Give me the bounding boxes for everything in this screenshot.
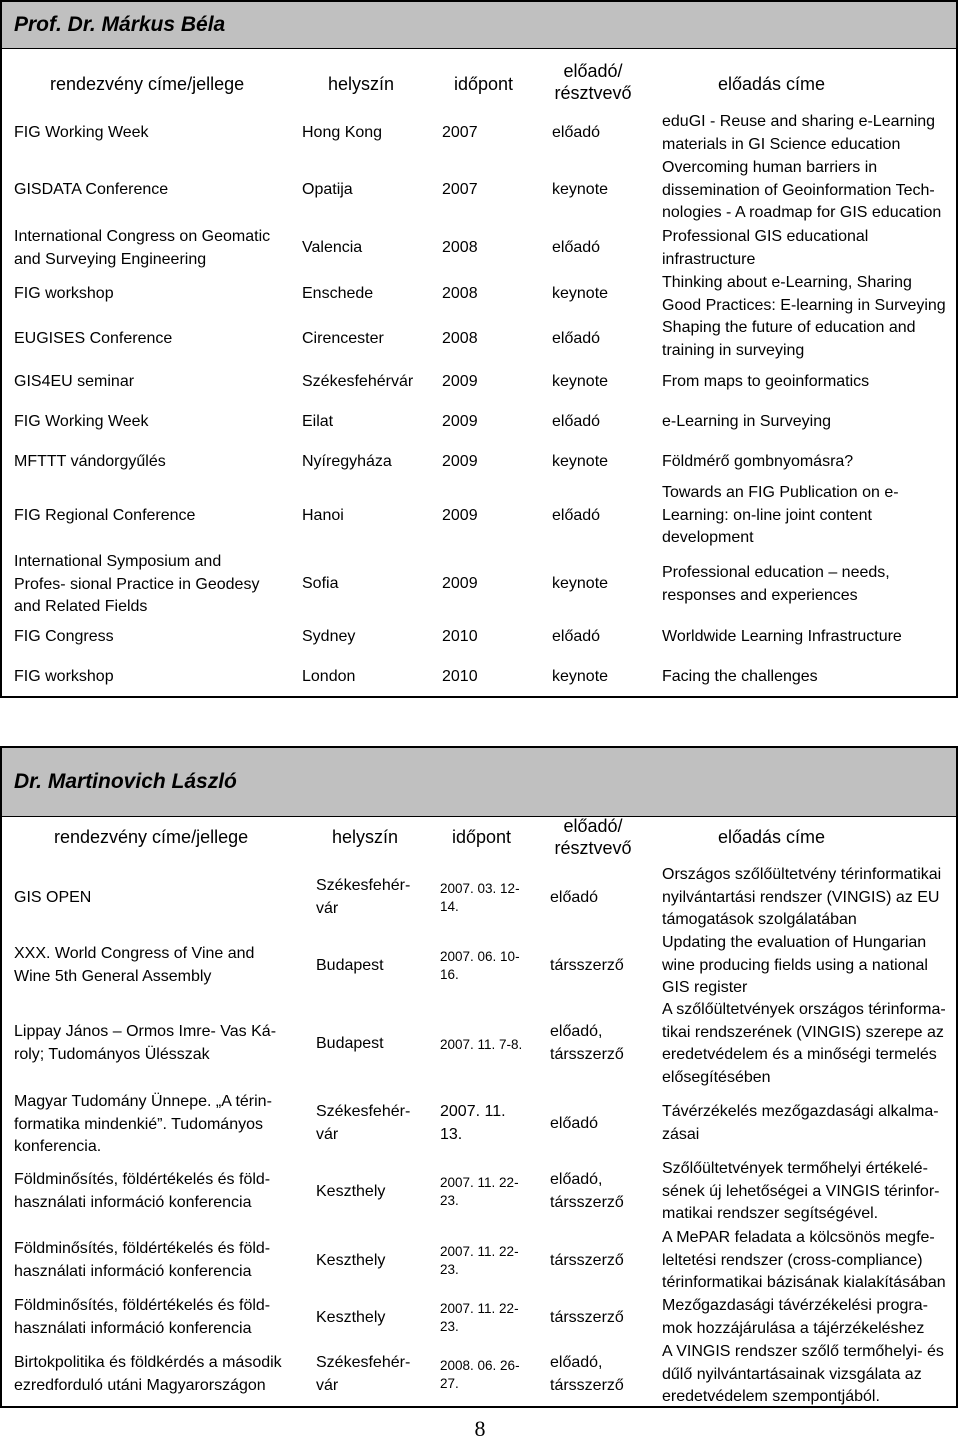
- row-date: 2009: [442, 575, 478, 592]
- row-date: 2009: [442, 453, 478, 470]
- row-venue: Nyíregyháza: [302, 453, 392, 470]
- row-date: 2008: [442, 285, 478, 302]
- row-role: keynote: [552, 373, 609, 390]
- row-role: előadó: [552, 413, 601, 430]
- row-role: keynote: [552, 453, 609, 470]
- header-event: rendezvény címe/jellege: [50, 74, 245, 94]
- speaker-table-1: [0, 0, 958, 698]
- row-role: előadó: [552, 628, 601, 645]
- row-event: FIG workshop: [14, 285, 114, 302]
- row-role: társszerző: [550, 1252, 624, 1269]
- row-talk: Worldwide Learning Infrastructure: [662, 628, 902, 645]
- row-role: keynote: [552, 668, 609, 685]
- row-venue: Opatija: [302, 181, 353, 198]
- row-role: előadó: [552, 330, 601, 347]
- row-role: előadó: [552, 507, 601, 524]
- speaker-name: Dr. Martinovich László: [14, 770, 237, 793]
- row-event: FIG workshop: [14, 668, 114, 685]
- header-role: előadó/ résztvevő: [554, 61, 632, 103]
- row-date: 2007. 06. 10- 16.: [440, 949, 520, 982]
- page-number: 8: [474, 1416, 486, 1441]
- row-venue: Sofia: [302, 575, 339, 592]
- row-event: Földminősítés, földértékelés és föld- használati információ konferencia: [14, 1240, 271, 1280]
- row-event: MFTTT vándorgyűlés: [14, 453, 166, 470]
- row-venue: Budapest: [316, 1035, 384, 1052]
- header-date: időpont: [454, 74, 514, 94]
- row-event: FIG Working Week: [14, 413, 149, 430]
- row-role: előadó: [550, 889, 599, 906]
- row-role: előadó, társszerző: [550, 1171, 624, 1211]
- row-venue: Székesfehér- vár: [316, 1354, 411, 1394]
- row-talk: Szőlőültetvények termőhelyi értékelé- sének új lehetőségei a VINGIS térinfor- matikai rendszer segítségével.: [662, 1160, 940, 1222]
- row-role: előadó, társszerző: [550, 1354, 624, 1394]
- speaker-name: Prof. Dr. Márkus Béla: [14, 13, 226, 36]
- row-venue: Eilat: [302, 413, 334, 430]
- row-event: Magyar Tudomány Ünnepe. „A térin- formatika mindenkié”. Tudományos konferencia.: [14, 1093, 272, 1155]
- row-event: XXX. World Congress of Vine and Wine 5th General Assembly: [14, 945, 255, 985]
- row-venue: Budapest: [316, 957, 384, 974]
- row-date: 2007. 11. 13.: [440, 1103, 506, 1143]
- row-venue: Székesfehérvár: [302, 373, 414, 390]
- row-date: 2007: [442, 124, 478, 141]
- row-event: International Congress on Geomatic and Surveying Engineering: [14, 228, 271, 268]
- row-talk: A MePAR feladata a kölcsönös megfe- leltetési rendszer (cross-compliance) térinformatikai bázisának kialakításában: [662, 1229, 946, 1291]
- row-venue: Keszthely: [316, 1183, 386, 1200]
- row-date: 2008: [442, 330, 478, 347]
- speaker-name-band: [2, 748, 956, 817]
- row-date: 2008. 06. 26- 27.: [440, 1358, 520, 1391]
- row-venue: Keszthely: [316, 1252, 386, 1269]
- row-venue: London: [302, 668, 356, 685]
- row-event: Lippay János – Ormos Imre- Vas Ká- roly; Tudományos Ülésszak: [14, 1023, 277, 1063]
- row-talk: e-Learning in Surveying: [662, 413, 831, 430]
- row-event: Földminősítés, földértékelés és föld- használati információ konferencia: [14, 1171, 271, 1211]
- row-talk: A VINGIS rendszer szőlő termőhelyi- és dűlő nyilvántartásainak vizsgálata az eredetvédelem szempontjából.: [662, 1343, 944, 1405]
- header-date: időpont: [452, 827, 512, 847]
- row-venue: Hong Kong: [302, 124, 383, 141]
- row-talk: Országos szőlőültetvény térinformatikai nyilvántartási rendszer (VINGIS) az EU támogatások szolgálatában: [662, 866, 942, 928]
- row-event: Birtokpolitika és földkérdés a második ezredforduló utáni Magyarországon: [14, 1354, 282, 1394]
- row-talk: Professional education – needs, responses and experiences: [662, 564, 890, 604]
- header-venue: helyszín: [328, 74, 395, 94]
- row-role: előadó: [552, 239, 601, 256]
- row-event: EUGISES Conference: [14, 330, 173, 347]
- row-event: GIS4EU seminar: [14, 373, 135, 390]
- row-role: előadó, társszerző: [550, 1023, 624, 1063]
- row-role: előadó: [550, 1115, 599, 1132]
- row-venue: Keszthely: [316, 1309, 386, 1326]
- row-date: 2007: [442, 181, 478, 198]
- row-event: FIG Working Week: [14, 124, 149, 141]
- row-venue: Valencia: [302, 239, 363, 256]
- row-date: 2009: [442, 507, 478, 524]
- row-talk: Towards an FIG Publication on e- Learning: on-line joint content development: [662, 484, 899, 546]
- row-talk: A szőlőültetvények országos térinforma- tikai rendszerének (VINGIS) szerepe az eredetvédelem és a minőségi termelés elősegítésében: [662, 1001, 946, 1086]
- row-date: 2007. 11. 22- 23.: [440, 1301, 519, 1334]
- row-date: 2010: [442, 668, 478, 685]
- header-event: rendezvény címe/jellege: [54, 827, 249, 847]
- header-talk: előadás címe: [718, 827, 826, 847]
- row-role: keynote: [552, 285, 609, 302]
- row-talk: Updating the evaluation of Hungarian wine producing fields using a national GIS register: [662, 934, 928, 996]
- row-date: 2008: [442, 239, 478, 256]
- header-venue: helyszín: [332, 827, 399, 847]
- row-role: keynote: [552, 181, 609, 198]
- row-talk: Thinking about e-Learning, Sharing Good Practices: E-learning in Surveying: [662, 274, 946, 314]
- row-event: International Symposium and Profes- sional Practice in Geodesy and Related Fields: [14, 553, 260, 615]
- row-talk: Facing the challenges: [662, 668, 818, 685]
- row-venue: Székesfehér- vár: [316, 1103, 411, 1143]
- row-date: 2007. 03. 12- 14.: [440, 881, 520, 914]
- row-venue: Enschede: [302, 285, 374, 302]
- row-date: 2010: [442, 628, 478, 645]
- row-venue: Székesfehér- vár: [316, 877, 411, 917]
- row-role: keynote: [552, 575, 609, 592]
- row-talk: Professional GIS educational infrastructure: [662, 228, 869, 268]
- row-talk: From maps to geoinformatics: [662, 373, 870, 390]
- row-event: Földminősítés, földértékelés és föld- használati információ konferencia: [14, 1297, 271, 1337]
- row-event: GISDATA Conference: [14, 181, 169, 198]
- row-talk: Földmérő gombnyomásra?: [662, 453, 854, 470]
- row-date: 2007. 11. 22- 23.: [440, 1175, 519, 1208]
- row-talk: Mezőgazdasági távérzékelési progra- mok hozzájárulása a tájérzékeléshez: [662, 1297, 928, 1337]
- header-role: előadó/ résztvevő: [554, 816, 632, 858]
- row-event: FIG Congress: [14, 628, 114, 645]
- speaker-table-2: [0, 746, 958, 1408]
- row-talk: Shaping the future of education and training in surveying: [662, 319, 916, 359]
- row-venue: Hanoi: [302, 507, 344, 524]
- row-event: GIS OPEN: [14, 889, 92, 906]
- row-talk: Overcoming human barriers in dissemination of Geoinformation Tech- nologies - A roadmap for GIS education: [662, 159, 942, 221]
- row-venue: Cirencester: [302, 330, 384, 347]
- row-date: 2007. 11. 22- 23.: [440, 1244, 519, 1277]
- row-date: 2009: [442, 413, 478, 430]
- row-date: 2009: [442, 373, 478, 390]
- row-event: FIG Regional Conference: [14, 507, 196, 524]
- row-venue: Sydney: [302, 628, 356, 645]
- row-talk: eduGI - Reuse and sharing e-Learning materials in GI Science education: [662, 113, 936, 153]
- row-date: 2007. 11. 7-8.: [440, 1037, 523, 1052]
- row-role: társszerző: [550, 1309, 624, 1326]
- row-role: társszerző: [550, 957, 624, 974]
- speaker-name-band: [2, 2, 956, 49]
- header-talk: előadás címe: [718, 74, 826, 94]
- row-role: előadó: [552, 124, 601, 141]
- row-talk: Távérzékelés mezőgazdasági alkalma- zásai: [662, 1103, 939, 1143]
